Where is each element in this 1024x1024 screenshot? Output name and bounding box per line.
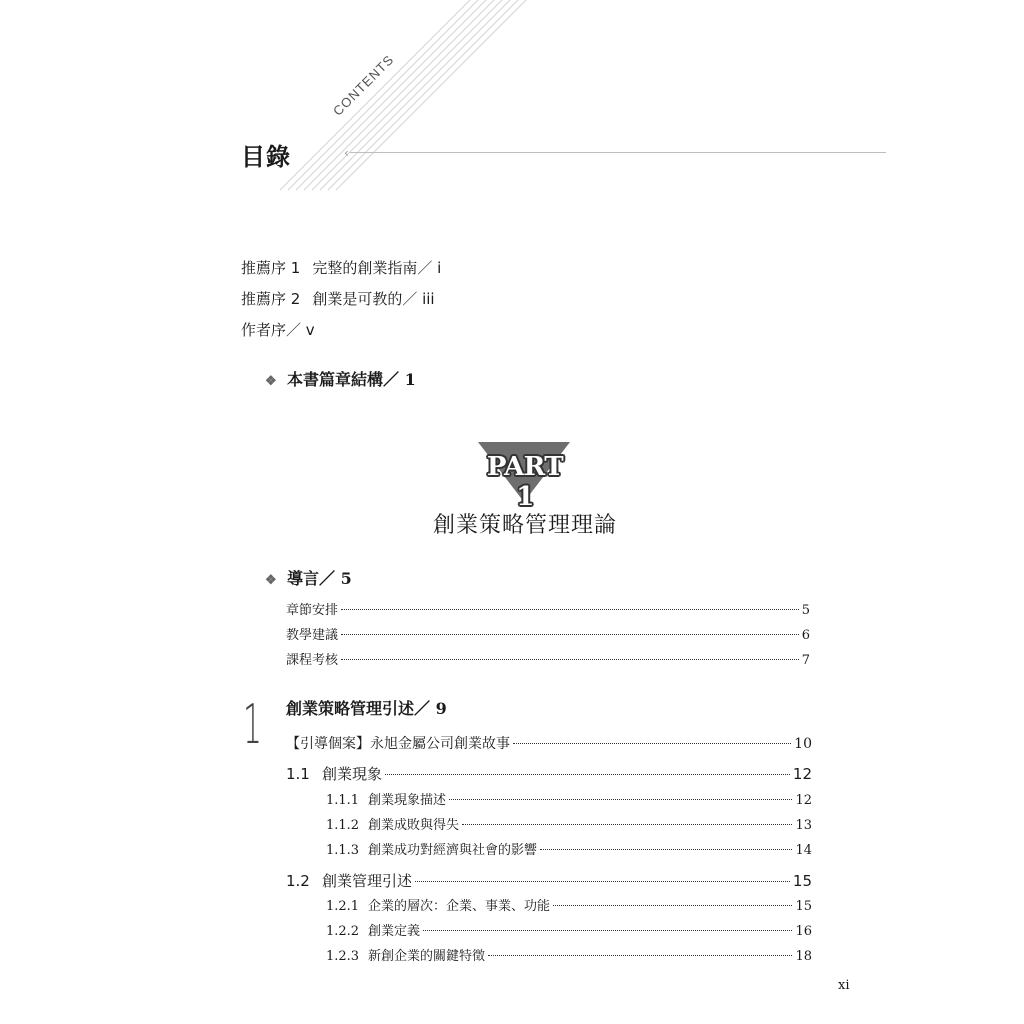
toc-row-page: 13 — [795, 818, 812, 833]
toc-row-page: 14 — [795, 843, 812, 858]
toc-row-page: 12 — [795, 793, 812, 808]
toc-row-subsection[interactable] — [326, 814, 812, 833]
toc-row-text: 課程考核 — [286, 653, 339, 668]
toc-row-page: 5 — [801, 603, 810, 618]
introduction-title: 導言／ 5 — [287, 569, 352, 588]
toc-row-subsection[interactable] — [326, 789, 812, 808]
toc-row-text: 創業現象 — [322, 765, 383, 783]
header-stripes-decoration — [270, 0, 530, 200]
section-number: 1.2 — [286, 872, 310, 890]
toc-row-page: 16 — [795, 924, 812, 939]
preface-author-name: 作者序 — [241, 321, 287, 339]
toc-row-text: 章節安排 — [286, 603, 339, 618]
toc-row-page: 10 — [794, 736, 812, 752]
preface-2[interactable] — [241, 288, 435, 309]
header-rule — [350, 152, 886, 153]
toc-row-text: 創業成功對經濟與社會的影響 — [368, 843, 538, 858]
toc-row-subsection[interactable] — [326, 945, 812, 964]
toc-row-subsection[interactable] — [326, 920, 812, 939]
toc-row-case[interactable] — [286, 733, 812, 753]
part-title: 創業策略管理理論 — [432, 513, 617, 538]
diamond-bullet-icon: ❖ — [265, 573, 277, 588]
toc-row-text: 教學建議 — [286, 628, 339, 643]
book-structure-title: 本書篇章結構／ 1 — [287, 370, 416, 389]
subsection-number: 1.2.3 — [326, 949, 360, 964]
preface-2-name: 推薦序 2 — [241, 290, 301, 308]
preface-2-text: 創業是可教的／ iii — [312, 290, 435, 308]
toc-row-page: 6 — [801, 628, 810, 643]
section-number: 1.1 — [286, 765, 310, 783]
toc-row-text: 創業定義 — [368, 924, 421, 939]
toc-row-section[interactable] — [286, 763, 812, 784]
preface-author-text: ／ v — [286, 321, 315, 339]
toc-row-page: 7 — [801, 653, 810, 668]
toc-row-page: 15 — [795, 899, 812, 914]
page-title: 目錄 — [241, 143, 291, 171]
chevron-left-icon: ‹ — [344, 146, 349, 160]
subsection-number: 1.1.1 — [326, 793, 360, 808]
toc-row[interactable] — [286, 599, 810, 618]
toc-row-subsection[interactable] — [326, 839, 812, 858]
toc-row-page: 12 — [792, 765, 812, 783]
toc-row-text: 創業現象描述 — [368, 793, 447, 808]
toc-row-text: 企業的層次：企業、事業、功能 — [368, 899, 551, 914]
preface-1[interactable] — [241, 257, 441, 278]
toc-row-section[interactable] — [286, 870, 812, 891]
preface-1-name: 推薦序 1 — [241, 259, 301, 277]
subsection-number: 1.1.2 — [326, 818, 360, 833]
toc-row[interactable] — [286, 649, 810, 668]
toc-row-subsection[interactable] — [326, 895, 812, 914]
chapter-title[interactable]: 創業策略管理引述／ 9 — [286, 699, 447, 718]
part-label: PART 1 — [486, 452, 564, 512]
subsection-number: 1.1.3 — [326, 843, 360, 858]
toc-row-text: 創業成敗與得失 — [368, 818, 460, 833]
contents-label: CONTENTS — [330, 51, 397, 119]
preface-1-text: 完整的創業指南／ i — [312, 259, 442, 277]
book-structure-entry[interactable] — [265, 367, 416, 390]
subsection-number: 1.2.1 — [326, 899, 360, 914]
toc-row[interactable] — [286, 624, 810, 643]
page-folio: xi — [838, 978, 850, 993]
subsection-number: 1.2.2 — [326, 924, 360, 939]
toc-row-page: 18 — [795, 949, 812, 964]
toc-row-text: 【引導個案】永旭金屬公司創業故事 — [286, 736, 510, 752]
introduction-entry[interactable] — [265, 566, 352, 589]
chapter-number: 1 — [243, 693, 262, 756]
toc-row-page: 15 — [792, 872, 812, 890]
toc-row-text: 新創企業的關鍵特徵 — [368, 949, 486, 964]
preface-author[interactable] — [241, 319, 315, 340]
toc-row-text: 創業管理引述 — [322, 872, 413, 890]
diamond-bullet-icon: ❖ — [265, 374, 277, 389]
